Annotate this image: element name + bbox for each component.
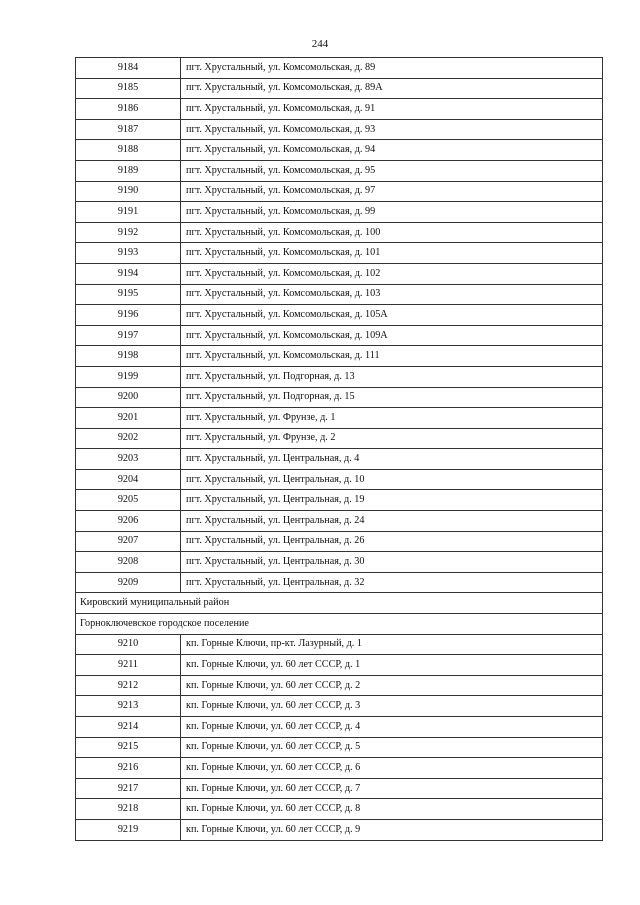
address-cell: пгт. Хрустальный, ул. Комсомольская, д. 109А <box>181 325 603 346</box>
address-registry-table <box>75 57 603 841</box>
table-row <box>76 325 603 346</box>
table-row <box>76 531 603 552</box>
address-cell: пгт. Хрустальный, ул. Центральная, д. 30 <box>181 552 603 573</box>
address-cell: кп. Горные Ключи, ул. 60 лет СССР, д. 1 <box>181 655 603 676</box>
section-header-text: Кировский муниципальный район <box>76 593 603 614</box>
table-row <box>76 346 603 367</box>
address-cell: кп. Горные Ключи, ул. 60 лет СССР, д. 3 <box>181 696 603 717</box>
row-number-cell: 9188 <box>76 140 181 161</box>
table-row <box>76 408 603 429</box>
row-number-cell: 9210 <box>76 634 181 655</box>
table-row <box>76 202 603 223</box>
address-cell: пгт. Хрустальный, ул. Комсомольская, д. 101 <box>181 243 603 264</box>
row-number-cell: 9191 <box>76 202 181 223</box>
table-row <box>76 572 603 593</box>
row-number-cell: 9219 <box>76 819 181 840</box>
row-number-cell: 9207 <box>76 531 181 552</box>
address-cell: пгт. Хрустальный, ул. Центральная, д. 32 <box>181 572 603 593</box>
row-number-cell: 9215 <box>76 737 181 758</box>
table-row <box>76 263 603 284</box>
row-number-cell: 9216 <box>76 758 181 779</box>
section-header-row <box>76 593 603 614</box>
table-row <box>76 119 603 140</box>
row-number-cell: 9199 <box>76 366 181 387</box>
table-row <box>76 58 603 79</box>
address-cell: пгт. Хрустальный, ул. Комсомольская, д. 97 <box>181 181 603 202</box>
address-cell: кп. Горные Ключи, ул. 60 лет СССР, д. 4 <box>181 717 603 738</box>
address-cell: пгт. Хрустальный, ул. Комсомольская, д. 111 <box>181 346 603 367</box>
address-cell: кп. Горные Ключи, ул. 60 лет СССР, д. 5 <box>181 737 603 758</box>
row-number-cell: 9197 <box>76 325 181 346</box>
table-row <box>76 243 603 264</box>
address-cell: пгт. Хрустальный, ул. Комсомольская, д. 94 <box>181 140 603 161</box>
address-cell: пгт. Хрустальный, ул. Комсомольская, д. 105А <box>181 305 603 326</box>
row-number-cell: 9206 <box>76 511 181 532</box>
table-row <box>76 819 603 840</box>
address-cell: пгт. Хрустальный, ул. Центральная, д. 19 <box>181 490 603 511</box>
address-cell: пгт. Хрустальный, ул. Комсомольская, д. 93 <box>181 119 603 140</box>
row-number-cell: 9211 <box>76 655 181 676</box>
table-row <box>76 490 603 511</box>
row-number-cell: 9200 <box>76 387 181 408</box>
address-cell: кп. Горные Ключи, ул. 60 лет СССР, д. 8 <box>181 799 603 820</box>
row-number-cell: 9203 <box>76 449 181 470</box>
address-cell: пгт. Хрустальный, ул. Фрунзе, д. 1 <box>181 408 603 429</box>
row-number-cell: 9184 <box>76 58 181 79</box>
address-cell: пгт. Хрустальный, ул. Комсомольская, д. 91 <box>181 99 603 120</box>
address-cell: пгт. Хрустальный, ул. Центральная, д. 24 <box>181 511 603 532</box>
section-header-row <box>76 614 603 635</box>
table-row <box>76 737 603 758</box>
table-row <box>76 181 603 202</box>
address-cell: пгт. Хрустальный, ул. Комсомольская, д. 102 <box>181 263 603 284</box>
table-row <box>76 758 603 779</box>
row-number-cell: 9193 <box>76 243 181 264</box>
row-number-cell: 9208 <box>76 552 181 573</box>
table-row <box>76 634 603 655</box>
table-row <box>76 717 603 738</box>
address-cell: пгт. Хрустальный, ул. Подгорная, д. 15 <box>181 387 603 408</box>
address-cell: пгт. Хрустальный, ул. Комсомольская, д. 100 <box>181 222 603 243</box>
row-number-cell: 9214 <box>76 717 181 738</box>
address-cell: пгт. Хрустальный, ул. Центральная, д. 10 <box>181 469 603 490</box>
table-row <box>76 778 603 799</box>
row-number-cell: 9218 <box>76 799 181 820</box>
address-cell: кп. Горные Ключи, ул. 60 лет СССР, д. 7 <box>181 778 603 799</box>
row-number-cell: 9185 <box>76 78 181 99</box>
table-row <box>76 511 603 532</box>
table-row <box>76 799 603 820</box>
address-cell: пгт. Хрустальный, ул. Центральная, д. 4 <box>181 449 603 470</box>
registry-table-body <box>76 58 603 841</box>
table-row <box>76 428 603 449</box>
address-cell: пгт. Хрустальный, ул. Комсомольская, д. 95 <box>181 160 603 181</box>
row-number-cell: 9192 <box>76 222 181 243</box>
table-row <box>76 696 603 717</box>
table-row <box>76 99 603 120</box>
row-number-cell: 9202 <box>76 428 181 449</box>
table-row <box>76 160 603 181</box>
address-cell: кп. Горные Ключи, ул. 60 лет СССР, д. 6 <box>181 758 603 779</box>
row-number-cell: 9204 <box>76 469 181 490</box>
address-cell: кп. Горные Ключи, пр-кт. Лазурный, д. 1 <box>181 634 603 655</box>
row-number-cell: 9195 <box>76 284 181 305</box>
address-cell: кп. Горные Ключи, ул. 60 лет СССР, д. 2 <box>181 675 603 696</box>
page-number: 244 <box>311 38 329 50</box>
row-number-cell: 9186 <box>76 99 181 120</box>
address-cell: пгт. Хрустальный, ул. Фрунзе, д. 2 <box>181 428 603 449</box>
row-number-cell: 9209 <box>76 572 181 593</box>
row-number-cell: 9212 <box>76 675 181 696</box>
table-row <box>76 140 603 161</box>
row-number-cell: 9194 <box>76 263 181 284</box>
row-number-cell: 9201 <box>76 408 181 429</box>
row-number-cell: 9217 <box>76 778 181 799</box>
address-cell: кп. Горные Ключи, ул. 60 лет СССР, д. 9 <box>181 819 603 840</box>
table-row <box>76 387 603 408</box>
address-cell: пгт. Хрустальный, ул. Комсомольская, д. 89 <box>181 58 603 79</box>
row-number-cell: 9198 <box>76 346 181 367</box>
address-cell: пгт. Хрустальный, ул. Подгорная, д. 13 <box>181 366 603 387</box>
address-cell: пгт. Хрустальный, ул. Комсомольская, д. 103 <box>181 284 603 305</box>
table-row <box>76 675 603 696</box>
row-number-cell: 9187 <box>76 119 181 140</box>
table-row <box>76 284 603 305</box>
row-number-cell: 9196 <box>76 305 181 326</box>
table-row <box>76 552 603 573</box>
section-header-text: Горноключевское городское поселение <box>76 614 603 635</box>
row-number-cell: 9205 <box>76 490 181 511</box>
table-row <box>76 366 603 387</box>
table-row <box>76 449 603 470</box>
table-row <box>76 222 603 243</box>
address-cell: пгт. Хрустальный, ул. Центральная, д. 26 <box>181 531 603 552</box>
address-cell: пгт. Хрустальный, ул. Комсомольская, д. 89А <box>181 78 603 99</box>
address-cell: пгт. Хрустальный, ул. Комсомольская, д. 99 <box>181 202 603 223</box>
row-number-cell: 9189 <box>76 160 181 181</box>
table-row <box>76 305 603 326</box>
table-row <box>76 469 603 490</box>
table-row <box>76 655 603 676</box>
row-number-cell: 9190 <box>76 181 181 202</box>
table-row <box>76 78 603 99</box>
row-number-cell: 9213 <box>76 696 181 717</box>
